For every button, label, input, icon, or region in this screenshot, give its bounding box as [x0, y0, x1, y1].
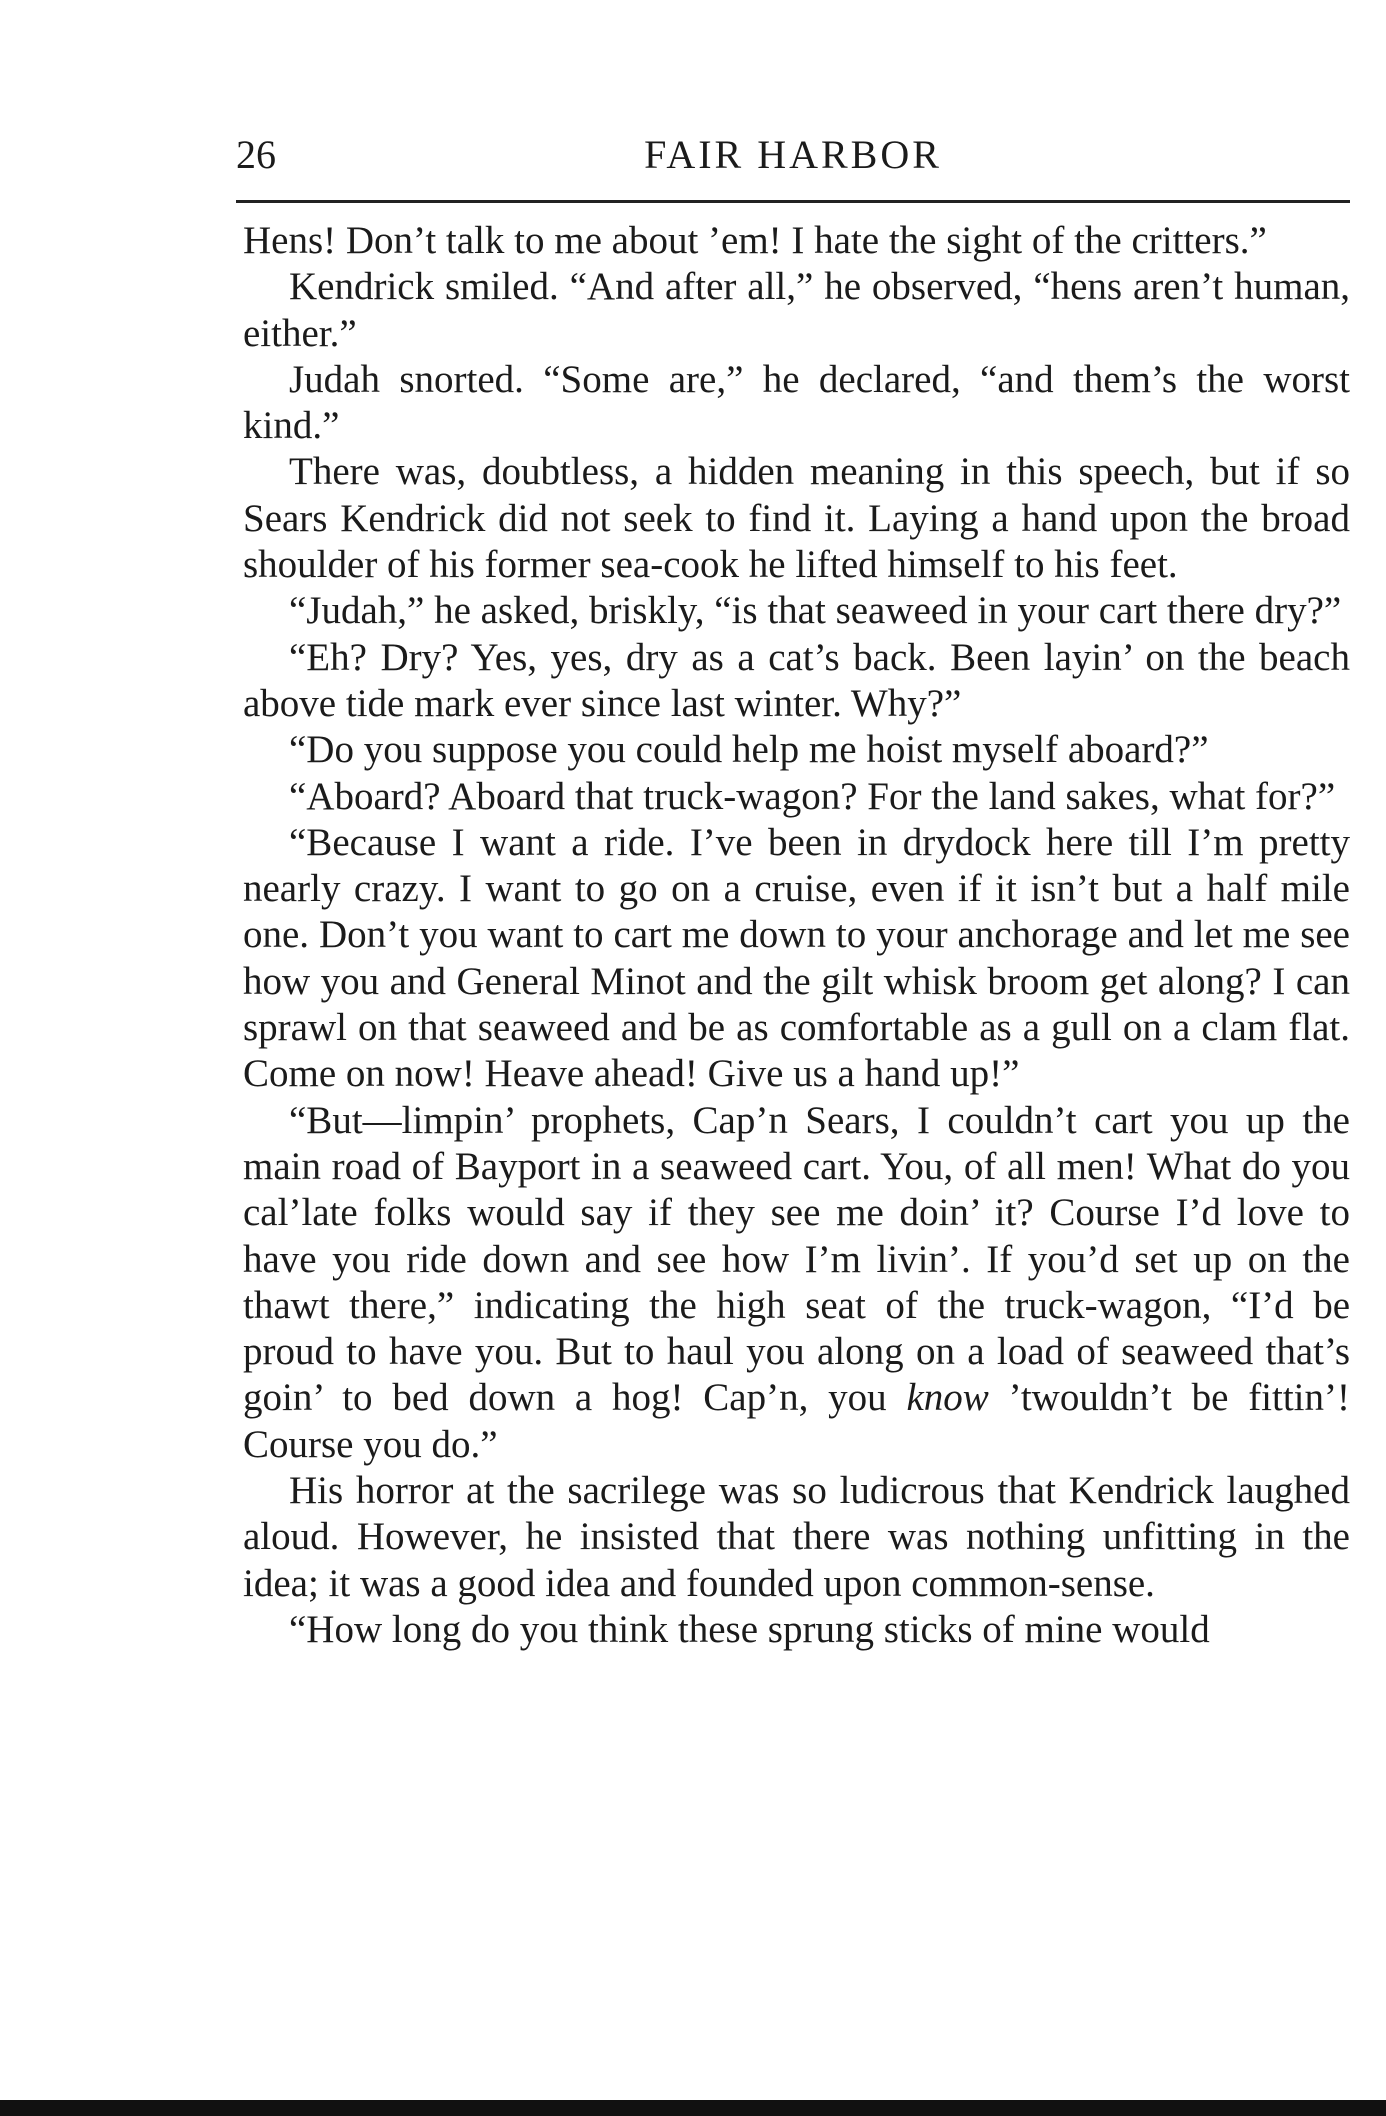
page-header: [236, 130, 1350, 190]
paragraph: Hens! Don’t talk to me about ’em! I hate the sight of the critters.”: [243, 219, 1267, 262]
paragraph: [243, 1098, 1350, 1468]
paragraph: “Eh? Dry? Yes, yes, dry as a cat’s back. Been layin’ on the beach above tide mark ever since last winter. Why?”: [243, 635, 1350, 725]
paragraph: “How long do you think these sprung sticks of mine would: [289, 1607, 1210, 1651]
scan-edge: [0, 2100, 1386, 2116]
paragraph: Kendrick smiled. “And after all,” he observed, “hens aren’t human, either.”: [243, 265, 1350, 355]
paragraph: There was, doubtless, a hidden meaning in this speech, but if so Sears Kendrick did not seek to find it. Laying a hand upon the broad shoulder of his former sea-cook he lifted himself to his feet.: [243, 450, 1350, 587]
body-text: [243, 218, 1350, 1653]
paragraph: “Do you suppose you could help me hoist myself aboard?”: [289, 728, 1209, 772]
running-title: FAIR HARBOR: [644, 132, 942, 177]
header-rule: [236, 200, 1350, 203]
page-number: 26: [236, 132, 276, 177]
emphasis: know: [906, 1376, 989, 1420]
paragraph: His horror at the sacrilege was so ludicrous that Kendrick laughed aloud. However, he insisted that there was nothing unfitting in the idea; it was a good idea and founded upon common-sense.: [243, 1469, 1350, 1605]
paragraph: “Judah,” he asked, briskly, “is that seaweed in your cart there dry?”: [289, 589, 1342, 633]
paragraph: “Aboard? Aboard that truck-wagon? For the land sakes, what for?”: [289, 774, 1336, 818]
paragraph-text: ’twouldn’t be fittin’! Course you do.”: [243, 1376, 1350, 1466]
paragraph-text: “But—limpin’ prophets, Cap’n Sears, I couldn’t cart you up the main road of Bayport in a seaweed cart. You, of all men! What do you cal’late folks would say if they see me doin’ it? Course I’d love to have you ride down and see how I’m livin’. If you’d set up on the thawt there,” indicating the high seat of the truck-wagon, “I’d be proud to have you. But to haul you along on a load of seaweed that’s goin’ to bed down a hog! Cap’n, you: [243, 1098, 1350, 1420]
paragraph: Judah snorted. “Some are,” he declared, “and them’s the worst kind.”: [243, 357, 1350, 448]
paragraph: “Because I want a ride. I’ve been in drydock here till I’m pretty nearly crazy. I want to go on a cruise, even if it isn’t but a half mile one. Don’t you want to cart me down to your anchorage and let me see how you and General Minot and the gilt whisk broom get along? I can sprawl on that seaweed and be as comfortable as a gull on a clam flat. Come on now! Heave ahead! Give us a hand up!”: [243, 820, 1350, 1096]
